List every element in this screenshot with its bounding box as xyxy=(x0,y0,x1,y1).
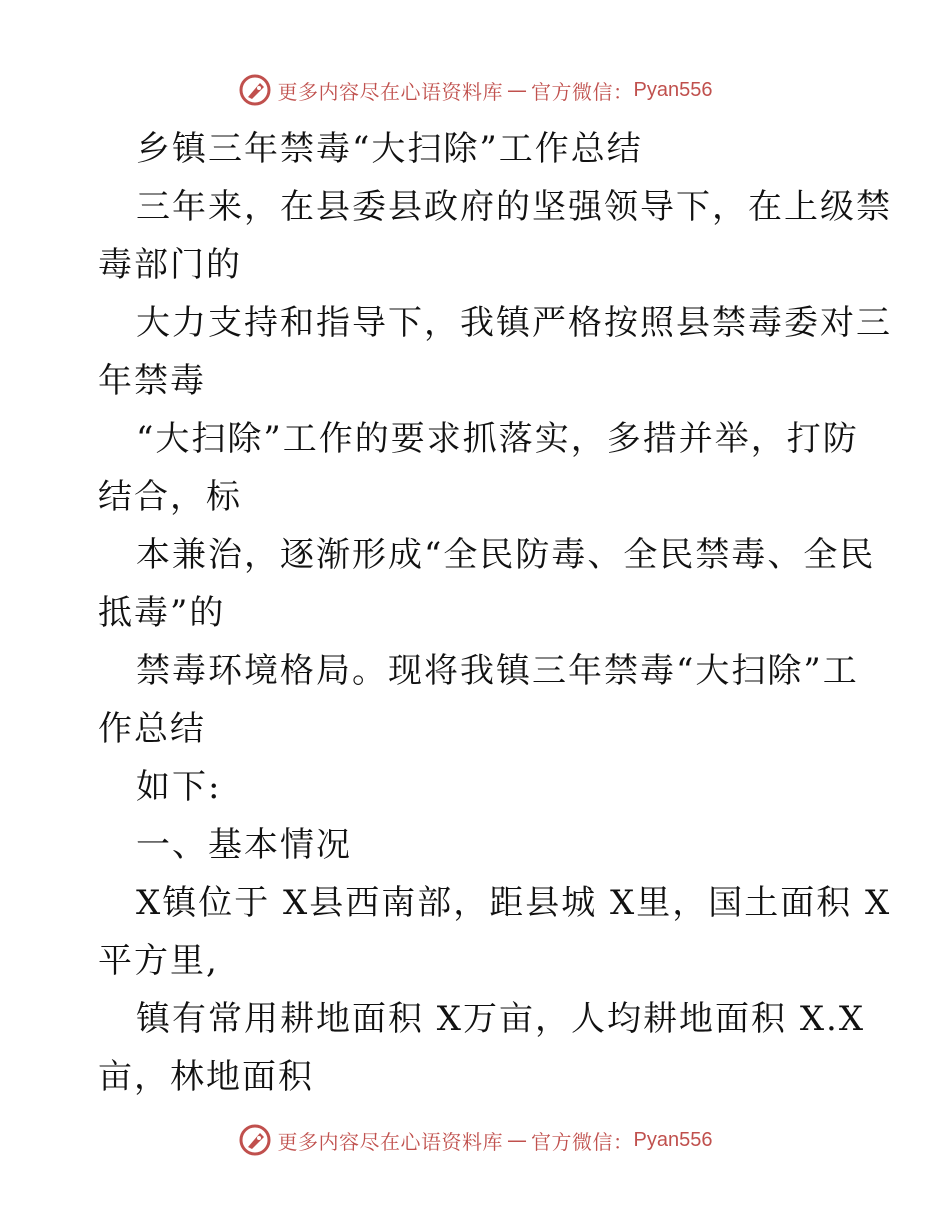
pen-nib-circle-icon xyxy=(238,1123,272,1157)
paragraph-line: 大力支持和指导下，我镇严格按照县禁毒委对三 xyxy=(136,303,892,343)
paragraph-line: 三年来，在县委县政府的坚强领导下，在上级禁 xyxy=(136,187,892,227)
watermark-text: 更多内容尽在心语资料库 xyxy=(277,79,504,104)
pen-nib-circle-icon xyxy=(238,73,272,107)
footer-watermark xyxy=(0,1120,950,1160)
watermark-text: 更多内容尽在心语资料库 xyxy=(277,1129,504,1154)
paragraph-line: 禁毒环境格局。现将我镇三年禁毒“大扫除”工 xyxy=(136,651,859,691)
watermark-suffix: 官方微信： xyxy=(531,79,634,104)
paragraph-line: 亩，林地面积 xyxy=(98,1057,314,1097)
paragraph-line: X镇位于 X县西南部，距县城 X里，国土面积 X xyxy=(136,883,892,923)
paragraph-line: 一、基本情况 xyxy=(136,825,352,865)
watermark-account: Pyan556 xyxy=(633,1128,713,1151)
paragraph-line: 平方里, xyxy=(98,941,219,981)
paragraph-line: 作总结 xyxy=(98,709,206,749)
paragraph-line: 乡镇三年禁毒“大扫除”工作总结 xyxy=(136,129,643,169)
paragraph-line: 镇有常用耕地面积 X万亩，人均耕地面积 X.X xyxy=(136,999,866,1039)
header-watermark xyxy=(0,70,950,110)
watermark-separator: — xyxy=(507,78,528,102)
paragraph-line: “大扫除”工作的要求抓落实，多措并举，打防 xyxy=(136,419,859,459)
paragraph-line: 结合，标 xyxy=(98,477,242,517)
paragraph-line: 毒部门的 xyxy=(98,245,242,285)
paragraph-line: 年禁毒 xyxy=(98,361,206,401)
paragraph-line: 本兼治，逐渐形成“全民防毒、全民禁毒、全民 xyxy=(136,535,876,575)
watermark-suffix: 官方微信： xyxy=(531,1129,634,1154)
paragraph-line: 如下: xyxy=(136,767,222,807)
watermark-account: Pyan556 xyxy=(633,78,713,101)
watermark-separator: — xyxy=(507,1128,528,1152)
paragraph-line: 抵毒”的 xyxy=(98,593,226,633)
document-body xyxy=(98,120,892,1106)
